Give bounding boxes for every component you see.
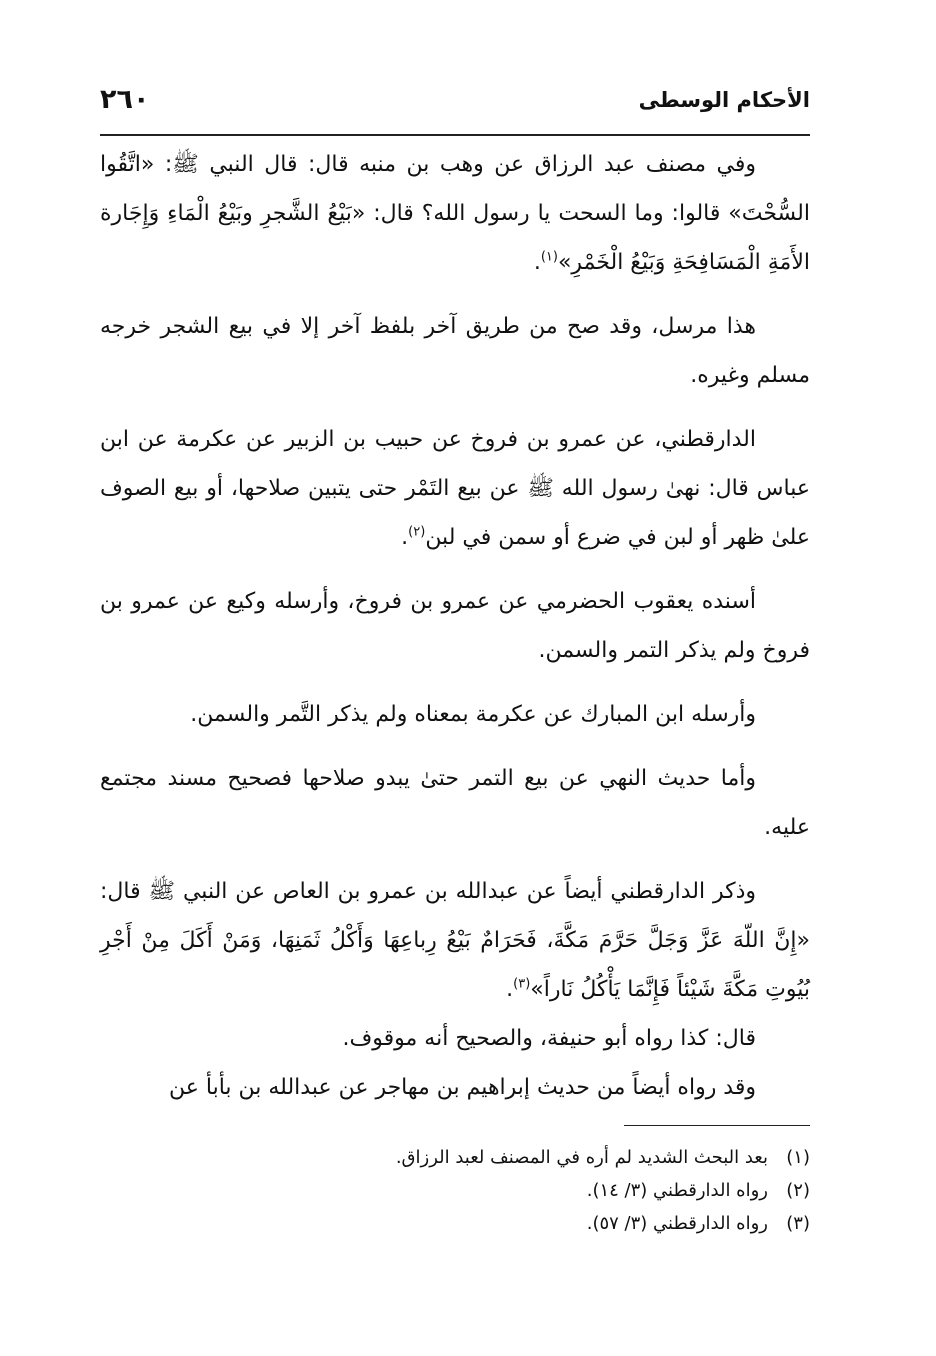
paragraph-end: . xyxy=(533,250,541,275)
paragraph xyxy=(100,1063,810,1112)
paragraph-text: وأما حديث النهي عن بيع التمر حتىٰ يبدو صلاحها فصحيح مسند مجتمع عليه. xyxy=(100,766,810,840)
footnote xyxy=(100,1175,810,1207)
paragraph-text: أسنده يعقوب الحضرمي عن عمرو بن فروخ، وأرسله وكيع عن عمرو بن فروخ ولم يذكر التمر والسمن. xyxy=(100,589,810,663)
footnotes xyxy=(100,1142,810,1241)
footnote-marker: (١) xyxy=(540,249,558,265)
paragraph-end: . xyxy=(506,977,514,1002)
paragraph xyxy=(100,140,810,287)
paragraph xyxy=(100,754,810,852)
paragraph-text: قال: كذا رواه أبو حنيفة، والصحيح أنه موقوف. xyxy=(342,1026,756,1051)
footnote-divider xyxy=(624,1125,810,1126)
paragraph-end: . xyxy=(401,525,409,550)
paragraph-text: وأرسله ابن المبارك عن عكرمة بمعناه ولم يذكر التَّمر والسمن. xyxy=(190,702,756,727)
paragraph xyxy=(100,690,810,739)
header-divider xyxy=(100,134,810,136)
page-number: ٢٦٠ xyxy=(100,84,150,115)
paragraph xyxy=(100,1014,810,1063)
running-header xyxy=(100,82,810,126)
footnote-marker: (٢) xyxy=(408,524,426,540)
footnote-number: (٢) xyxy=(786,1180,810,1201)
paragraph-text: وقد رواه أيضاً من حديث إبراهيم بن مهاجر عن عبدالله بن بأبأ عن xyxy=(169,1075,756,1100)
paragraph-text: هذا مرسل، وقد صح من طريق آخر بلفظ آخر إلا في بيع الشجر خرجه مسلم وغيره. xyxy=(100,314,810,388)
paragraph xyxy=(100,867,810,1014)
paragraph-text: وفي مصنف عبد الرزاق عن وهب بن منبه قال: قال النبي ﷺ: «اتَّقُوا السُّحْتَ» قالوا: وما السحت يا رسول الله؟ قال: «بَيْعُ الشَّجرِ وبَيْعُ الْمَاءِ وَإِجَارة الأَمَةِ الْمَسَافِحَةِ وَبَيْعُ الْخَمْرِ» xyxy=(100,152,810,275)
footnote-text: بعد البحث الشديد لم أره في المصنف لعبد الرزاق. xyxy=(395,1147,768,1168)
running-title: الأحكام الوسطى xyxy=(638,88,810,112)
main-text xyxy=(100,140,810,1112)
footnote-number: (٣) xyxy=(786,1213,810,1234)
paragraph xyxy=(100,302,810,400)
paragraph-text: وذكر الدارقطني أيضاً عن عبدالله بن عمرو بن العاص عن النبي ﷺ قال: «إِنَّ اللّهَ عَزَّ وَجَلَّ حَرَّمَ مَكَّةَ، فَحَرَامٌ بَيْعُ رِباعِهَا وَأَكْلُ ثَمَنِهَا، وَمَنْ أَكَلَ مِنْ أَجْرِ بُيُوتِ مَكَّةَ شَيْئاً فَإِنَّمَا يَأْكُلُ نَاراً» xyxy=(100,879,810,1002)
footnote xyxy=(100,1142,810,1174)
footnote-text: رواه الدارقطني (٣/ ١٤). xyxy=(586,1180,768,1201)
footnote xyxy=(100,1208,810,1240)
paragraph xyxy=(100,577,810,675)
footnote-text: رواه الدارقطني (٣/ ٥٧). xyxy=(586,1213,768,1234)
paragraph-text: الدارقطني، عن عمرو بن فروخ عن حبيب بن الزبير عن عكرمة عن ابن عباس قال: نهىٰ رسول الله ﷺ عن بيع التَمْر حتى يتبين صلاحها، أو بيع الصوف علىٰ ظهر أو لبن في ضرع أو سمن في لبن xyxy=(100,427,810,550)
paragraph xyxy=(100,415,810,562)
footnote-marker: (٣) xyxy=(513,976,531,992)
footnote-number: (١) xyxy=(786,1147,810,1168)
